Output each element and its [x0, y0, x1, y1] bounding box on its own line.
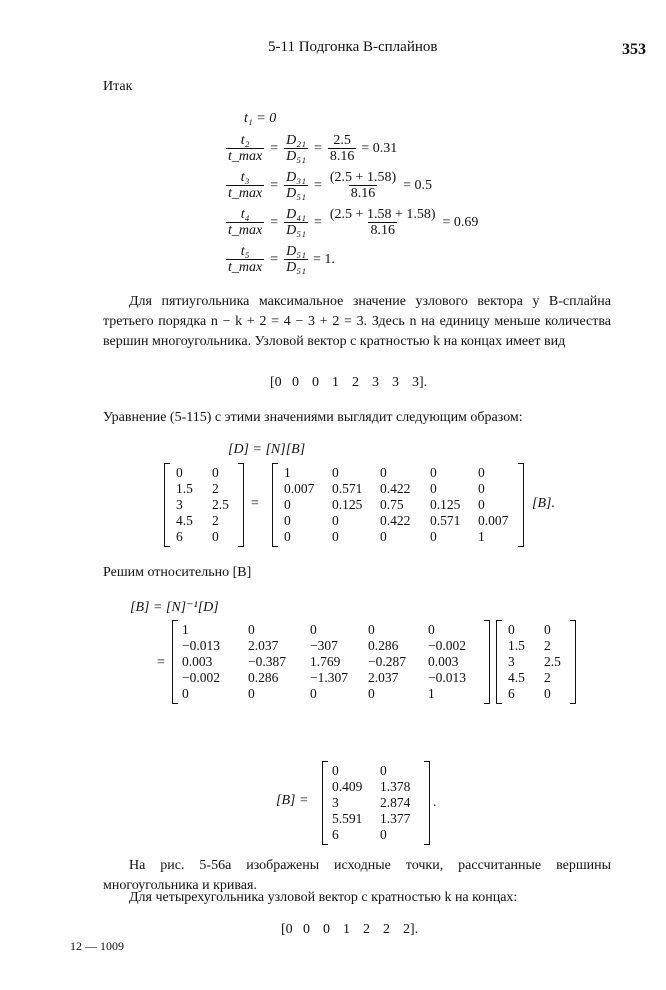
matrix-N-inverse-cell: −307 [310, 638, 338, 653]
matrix-N-cell: 0 [478, 465, 485, 480]
matrix-N-inverse-cell: −0.002 [428, 638, 466, 653]
equation-D-N-B: [D] = [N][B] [228, 442, 306, 457]
paragraph-equation-intro: Уравнение (5-115) с этими значениями выглядит следующим образом: [103, 410, 523, 425]
matrix-D-repeat-cell: 4.5 [508, 670, 525, 685]
matrix-N-inverse-cell: −0.287 [368, 654, 406, 669]
matrix-N-cell: 0 [284, 513, 291, 528]
matrix-N-inverse-cell: 0.003 [428, 654, 459, 669]
matrix-N-cell: 0 [430, 481, 437, 496]
equation-t4: $\frac{\text{t₄}}{t\_\max}$ = $\frac{\text{D₄₁}}{\text{D₅₁}}$ = $\frac{(2.5 + 1.58 + 1.58)}{8.16}$ = 0.69 [228, 207, 479, 238]
equation-t1: t₁ = 0 [244, 111, 277, 126]
matrix-N-cell: 0.571 [332, 481, 363, 496]
matrix-N-inverse-cell: −0.002 [182, 670, 220, 685]
matrix-N-cell: 0.571 [430, 513, 461, 528]
matrix-B-cell: 1.378 [380, 779, 411, 794]
matrix-N-inverse-cell: 0 [248, 622, 255, 637]
matrix-N-cell: 0 [380, 465, 387, 480]
equals-sign: = [251, 496, 259, 511]
matrix-N-cell: 0 [430, 465, 437, 480]
label-B: [B]. [532, 496, 555, 511]
matrix-D-repeat [496, 620, 576, 704]
matrix-N-inverse-cell: 1 [428, 686, 435, 701]
matrix-D-repeat-cell: 2 [544, 670, 551, 685]
intro-word: Итак [103, 79, 133, 94]
matrix-N-cell: 0.125 [332, 497, 363, 512]
solve-text: Решим относительно [B] [103, 565, 252, 580]
matrix-N-inverse-cell: 1.769 [310, 654, 341, 669]
matrix-N-inverse-cell: 0 [248, 686, 255, 701]
matrix-N-cell: 1 [478, 529, 485, 544]
matrix-B-cell: 0 [380, 827, 387, 842]
paragraph-pentagon: Для пятиугольника максимальное значение узлового вектора у В-сплайна третьего порядка n − k + 2 = 4 − 3 + 2 = 3. Здесь n на единицу меньше количества вершин многоугольника. Узловой вектор с кратностью k на концах имеет вид [103, 294, 611, 349]
matrix-N-inverse-cell: 0 [310, 686, 317, 701]
matrix-N-cell: 0 [332, 529, 339, 544]
matrix-N-cell: 0 [332, 465, 339, 480]
matrix-D-cell: 0 [212, 529, 219, 544]
matrix-N-inverse-cell: 0.286 [368, 638, 399, 653]
matrix-N-inverse-cell: −0.013 [428, 670, 466, 685]
running-header: 5-11 Подгонка В-сплайнов [268, 39, 438, 55]
matrix-N-inverse-cell: 1 [182, 622, 189, 637]
matrix-D-repeat-cell: 0 [544, 686, 551, 701]
footer-signature: 12 — 1009 [70, 939, 124, 953]
matrix-D-cell: 6 [176, 529, 183, 544]
equals-sign: = [157, 655, 165, 670]
matrix-N-cell: 0.007 [478, 513, 509, 528]
knot-vector-2: [0 0 0 1 2 2 2]. [281, 922, 419, 937]
matrix-B-cell: 6 [332, 827, 339, 842]
knot-vector-1: [0 0 0 1 2 3 3 3]. [270, 375, 428, 390]
matrix-N-inverse-cell: −0.013 [182, 638, 220, 653]
matrix-N-cell: 0 [478, 497, 485, 512]
matrix-N-inverse-cell: 0 [182, 686, 189, 701]
page-number: 353 [622, 41, 646, 58]
matrix-D-repeat-cell: 2.5 [544, 654, 561, 669]
matrix-B-cell: 1.377 [380, 811, 411, 826]
matrix-N-inverse-cell: 0.003 [182, 654, 213, 669]
matrix-N-cell: 0 [430, 529, 437, 544]
matrix-N [272, 463, 524, 547]
matrix-N-inverse-cell: −1.307 [310, 670, 348, 685]
matrix-D-cell: 0 [176, 465, 183, 480]
matrix-D-repeat-cell: 0 [544, 622, 551, 637]
matrix-D-cell: 1.5 [176, 481, 193, 496]
matrix-D-repeat-cell: 1.5 [508, 638, 525, 653]
matrix-B-cell: 0 [332, 763, 339, 778]
paragraph-quadrilateral: Для четырехугольника узловой вектор с кратностью k на концах: [129, 890, 518, 905]
matrix-D-cell: 2.5 [212, 497, 229, 512]
period: . [433, 795, 437, 810]
equation-t3: $\frac{\text{t₃}}{t\_\max}$ = $\frac{\text{D₃₁}}{\text{D₅₁}}$ = $\frac{(2.5 + 1.58)}{8.16}$ = 0.5 [228, 170, 433, 201]
matrix-D-cell: 0 [212, 465, 219, 480]
matrix-N-inverse-cell: 0 [368, 686, 375, 701]
matrix-N-inverse-cell: 2.037 [368, 670, 399, 685]
matrix-N-inverse-cell: −0.387 [248, 654, 286, 669]
matrix-N-inverse [172, 620, 490, 704]
matrix-B-cell: 0 [380, 763, 387, 778]
matrix-N-cell: 0.422 [380, 513, 411, 528]
equation-B-inverse: [B] = [N]⁻¹[D] [130, 600, 219, 615]
equation-t5: $\frac{\text{t₅}}{t\_\max}$ = $\frac{\text{D₅₁}}{\text{D₅₁}}$ = 1. [228, 244, 335, 275]
matrix-N-cell: 0.422 [380, 481, 411, 496]
matrix-B-cell: 0.409 [332, 779, 363, 794]
matrix-N-cell: 0.75 [380, 497, 404, 512]
matrix-N-cell: 0 [284, 529, 291, 544]
matrix-N-inverse-cell: 0 [310, 622, 317, 637]
matrix-N-inverse-cell: 0 [368, 622, 375, 637]
equation-t2: $\frac{\text{t₂}}{t\_\max}$ = $\frac{\text{D₂₁}}{\text{D₅₁}}$ = $\frac{2.5}{8.16}$ = 0.31 [228, 133, 398, 164]
paragraph-figure-reference: На рис. 5-56а изображены исходные точки, рассчитанные вершины многоугольника и кривая. [103, 858, 611, 893]
matrix-D-repeat-cell: 0 [508, 622, 515, 637]
result-label: [B] = [276, 793, 309, 808]
matrix-N-cell: 0 [380, 529, 387, 544]
matrix-B-cell: 3 [332, 795, 339, 810]
matrix-D-cell: 4.5 [176, 513, 193, 528]
matrix-D-repeat-cell: 3 [508, 654, 515, 669]
matrix-B-cell: 2.874 [380, 795, 411, 810]
matrix-N-inverse-cell: 0.286 [248, 670, 279, 685]
matrix-D-cell: 2 [212, 481, 219, 496]
matrix-N-cell: 0 [284, 497, 291, 512]
matrix-N-cell: 0.007 [284, 481, 315, 496]
matrix-D-cell: 3 [176, 497, 183, 512]
matrix-D-repeat-cell: 2 [544, 638, 551, 653]
matrix-B [322, 761, 430, 845]
matrix-N-inverse-cell: 0 [428, 622, 435, 637]
matrix-N-cell: 0 [332, 513, 339, 528]
matrix-N-cell: 0.125 [430, 497, 461, 512]
matrix-N-cell: 0 [478, 481, 485, 496]
matrix-B-cell: 5.591 [332, 811, 363, 826]
matrix-N-cell: 1 [284, 465, 291, 480]
matrix-D [164, 463, 244, 547]
matrix-D-cell: 2 [212, 513, 219, 528]
matrix-D-repeat-cell: 6 [508, 686, 515, 701]
matrix-N-inverse-cell: 2.037 [248, 638, 279, 653]
